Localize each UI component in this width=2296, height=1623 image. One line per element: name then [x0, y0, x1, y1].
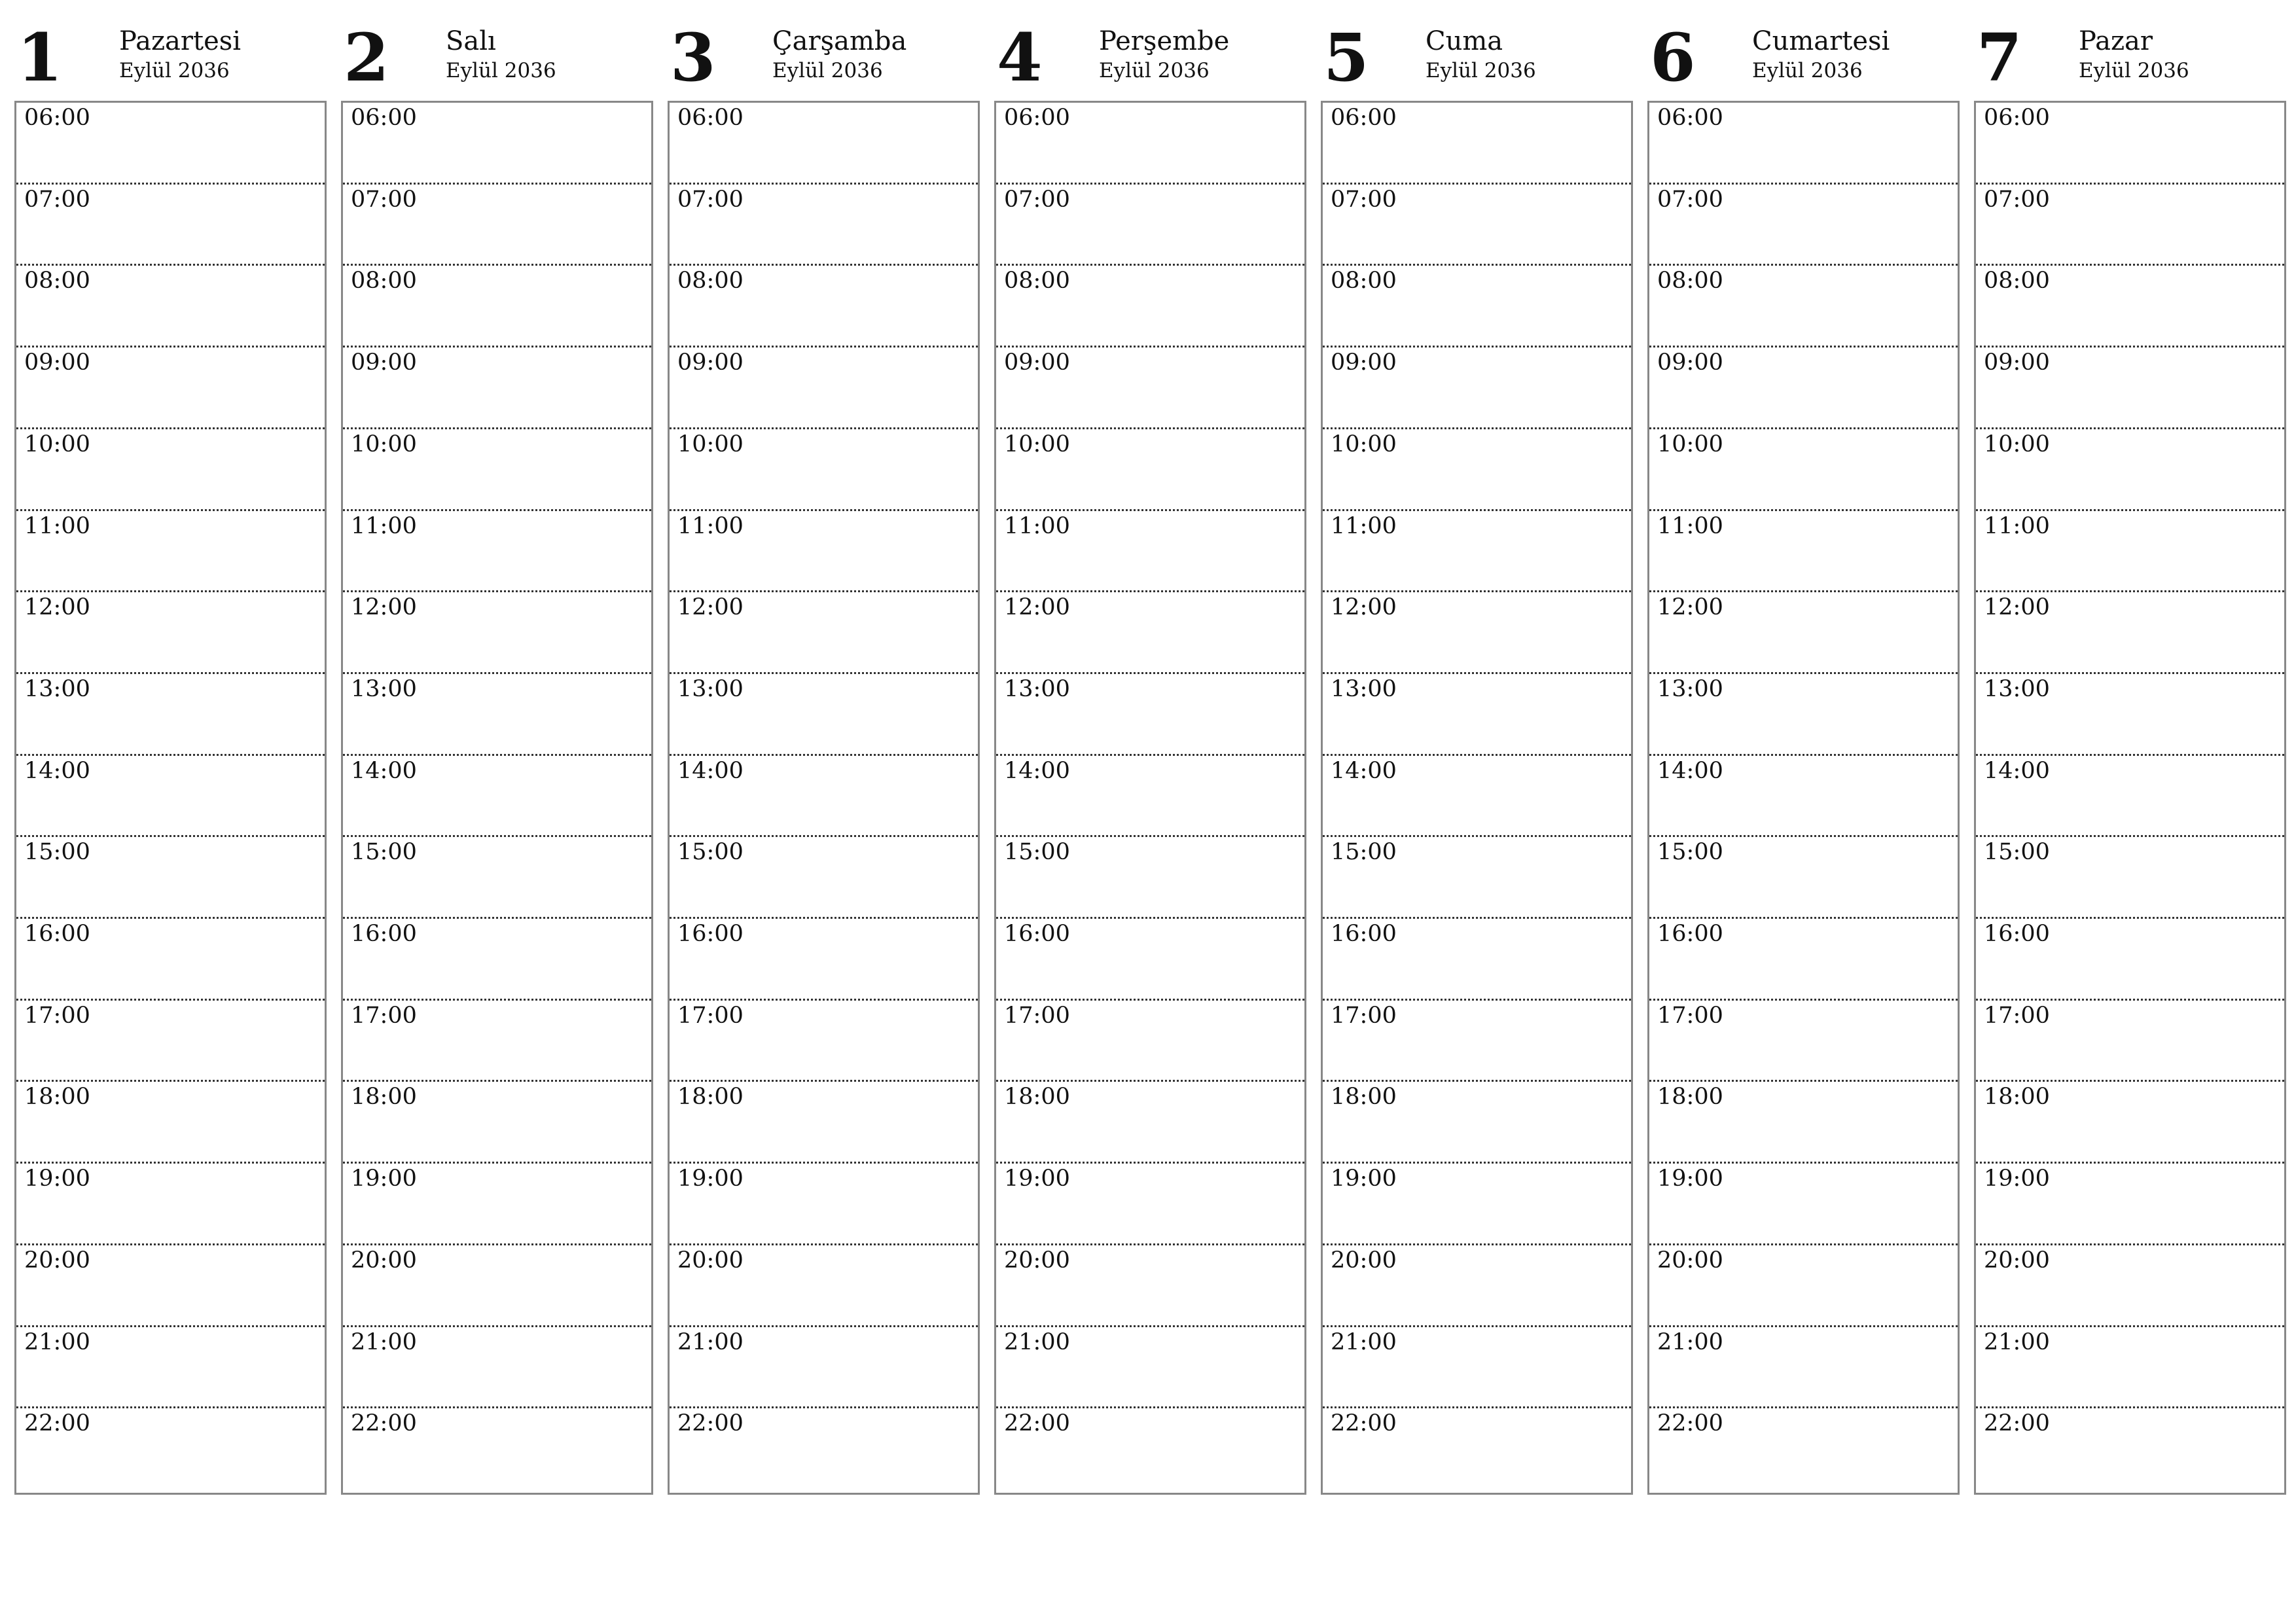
hour-slot: 07:00: [16, 185, 325, 266]
day-name: Çarşamba: [772, 26, 907, 56]
hour-slot: 19:00: [1323, 1164, 1631, 1245]
hour-slot: 11:00: [1323, 511, 1631, 593]
hour-slot: 10:00: [343, 429, 651, 511]
hour-slot: 09:00: [1649, 348, 1958, 429]
day-titles: [446, 0, 556, 84]
hour-slot: 14:00: [1649, 756, 1958, 838]
hour-slot: 16:00: [16, 919, 325, 1001]
day-titles: [119, 0, 241, 84]
day-column: [341, 0, 653, 1495]
hour-slot: 06:00: [1976, 103, 2284, 185]
hour-slot: 10:00: [1649, 429, 1958, 511]
hour-slot: 21:00: [16, 1327, 325, 1409]
hour-slot: 12:00: [16, 592, 325, 674]
hour-slot: 19:00: [1976, 1164, 2284, 1245]
hour-slot: 19:00: [16, 1164, 325, 1245]
hour-slot: 19:00: [996, 1164, 1304, 1245]
hour-slot: 07:00: [1323, 185, 1631, 266]
day-schedule-box: [1321, 101, 1633, 1495]
day-name: Pazar: [2079, 26, 2153, 56]
hour-slot: 13:00: [1976, 674, 2284, 756]
day-header: [1647, 0, 1960, 101]
day-titles: [772, 0, 906, 84]
day-number: 1: [17, 19, 63, 96]
hour-slot: 07:00: [1976, 185, 2284, 266]
hour-slot: 20:00: [996, 1245, 1304, 1327]
hour-slot: 15:00: [16, 837, 325, 919]
hour-slot: 20:00: [343, 1245, 651, 1327]
hour-slot: 15:00: [343, 837, 651, 919]
hour-slot: 06:00: [670, 103, 978, 185]
hour-slot: 10:00: [1976, 429, 2284, 511]
hour-slot: 10:00: [16, 429, 325, 511]
day-column: [14, 0, 327, 1495]
hour-slot: 12:00: [1649, 592, 1958, 674]
day-column: [1321, 0, 1633, 1495]
hour-slot: 17:00: [343, 1001, 651, 1082]
hour-slot: 22:00: [24, 1410, 90, 1437]
day-header: [668, 0, 980, 101]
hour-slot: 21:00: [1323, 1327, 1631, 1409]
hour-slot: 14:00: [1976, 756, 2284, 838]
day-header: [14, 0, 327, 101]
hour-slot: 13:00: [16, 674, 325, 756]
hour-slot: 17:00: [16, 1001, 325, 1082]
day-titles: [2079, 0, 2189, 84]
day-column: [668, 0, 980, 1495]
hour-slot: 12:00: [1323, 592, 1631, 674]
hour-slot: 12:00: [670, 592, 978, 674]
hour-slot: 17:00: [1649, 1001, 1958, 1082]
hour-slot: 10:00: [1323, 429, 1631, 511]
hour-slot: 11:00: [16, 511, 325, 593]
hour-slot: 21:00: [1649, 1327, 1958, 1409]
hour-slot: 22:00: [1004, 1410, 1070, 1437]
hour-slot: 13:00: [343, 674, 651, 756]
hour-slot: 08:00: [1649, 266, 1958, 348]
day-schedule-box: [668, 101, 980, 1495]
day-titles: [1752, 0, 1890, 84]
hour-slot: 17:00: [996, 1001, 1304, 1082]
hour-slot: 06:00: [996, 103, 1304, 185]
hour-slot: 08:00: [670, 266, 978, 348]
day-number: 6: [1650, 19, 1696, 96]
hour-slot: 13:00: [1323, 674, 1631, 756]
hour-slot: 09:00: [670, 348, 978, 429]
hour-slot: 06:00: [1649, 103, 1958, 185]
hour-slot: 13:00: [670, 674, 978, 756]
hour-slot: 10:00: [996, 429, 1304, 511]
hour-slot: 11:00: [343, 511, 651, 593]
hour-slot: 08:00: [1323, 266, 1631, 348]
day-schedule-box: [994, 101, 1306, 1495]
hour-slot: 20:00: [1649, 1245, 1958, 1327]
hour-slot: 14:00: [1323, 756, 1631, 838]
day-schedule-box: [14, 101, 327, 1495]
hour-slot: 18:00: [16, 1082, 325, 1164]
day-column: [1647, 0, 1960, 1495]
hour-slot: 17:00: [670, 1001, 978, 1082]
hour-slot: 19:00: [1649, 1164, 1958, 1245]
day-column: [994, 0, 1306, 1495]
hour-slot: 16:00: [670, 919, 978, 1001]
hour-slot: 22:00: [351, 1410, 417, 1437]
hour-slot: 22:00: [1331, 1410, 1397, 1437]
hour-slot: 16:00: [1649, 919, 1958, 1001]
hour-slot: 15:00: [996, 837, 1304, 919]
hour-slot: 20:00: [16, 1245, 325, 1327]
weekly-planner: [14, 0, 2286, 1495]
day-titles: [1099, 0, 1229, 84]
hour-slot: 15:00: [1976, 837, 2284, 919]
day-header: [994, 0, 1306, 101]
hour-slot: 20:00: [1323, 1245, 1631, 1327]
day-month-label: Eylül 2036: [446, 59, 556, 82]
hour-slot: 18:00: [996, 1082, 1304, 1164]
hour-slot: 17:00: [1976, 1001, 2284, 1082]
hour-slot: 19:00: [670, 1164, 978, 1245]
hour-slot: 14:00: [670, 756, 978, 838]
hour-slot: 07:00: [996, 185, 1304, 266]
day-schedule-box: [1647, 101, 1960, 1495]
hour-slot: 09:00: [16, 348, 325, 429]
hour-slot: 21:00: [1976, 1327, 2284, 1409]
hour-slot: 14:00: [16, 756, 325, 838]
day-number: 4: [997, 19, 1043, 96]
hour-slot: 11:00: [996, 511, 1304, 593]
hour-slot: 15:00: [1323, 837, 1631, 919]
hour-slot: 07:00: [670, 185, 978, 266]
day-month-label: Eylül 2036: [1099, 59, 1210, 82]
day-name: Pazartesi: [119, 26, 242, 56]
day-month-label: Eylül 2036: [119, 59, 230, 82]
hour-slot: 07:00: [1649, 185, 1958, 266]
day-header: [341, 0, 653, 101]
day-number: 5: [1323, 19, 1369, 96]
hour-slot: 06:00: [16, 103, 325, 185]
hour-slot: 17:00: [1323, 1001, 1631, 1082]
day-month-label: Eylül 2036: [1752, 59, 1863, 82]
hour-slot: 12:00: [1976, 592, 2284, 674]
day-month-label: Eylül 2036: [1426, 59, 1536, 82]
hour-slot: 22:00: [677, 1410, 744, 1437]
hour-slot: 16:00: [996, 919, 1304, 1001]
day-month-label: Eylül 2036: [772, 59, 883, 82]
hour-slot: 16:00: [343, 919, 651, 1001]
hour-slot: 08:00: [16, 266, 325, 348]
hour-slot: 15:00: [1649, 837, 1958, 919]
hour-slot: 14:00: [996, 756, 1304, 838]
hour-slot: 09:00: [1976, 348, 2284, 429]
day-header: [1974, 0, 2286, 101]
day-schedule-box: [1974, 101, 2286, 1495]
hour-slot: 18:00: [1976, 1082, 2284, 1164]
day-schedule-box: [341, 101, 653, 1495]
day-number: 3: [670, 19, 716, 96]
day-header: [1321, 0, 1633, 101]
hour-slot: 08:00: [996, 266, 1304, 348]
hour-slot: 22:00: [1657, 1410, 1723, 1437]
hour-slot: 18:00: [343, 1082, 651, 1164]
hour-slot: 11:00: [1976, 511, 2284, 593]
hour-slot: 18:00: [1649, 1082, 1958, 1164]
hour-slot: 16:00: [1976, 919, 2284, 1001]
hour-slot: 09:00: [343, 348, 651, 429]
day-name: Salı: [446, 26, 496, 56]
hour-slot: 08:00: [343, 266, 651, 348]
hour-slot: 09:00: [996, 348, 1304, 429]
hour-slot: 06:00: [343, 103, 651, 185]
hour-slot: 08:00: [1976, 266, 2284, 348]
hour-slot: 20:00: [670, 1245, 978, 1327]
hour-slot: 22:00: [1984, 1410, 2050, 1437]
day-titles: [1426, 0, 1536, 84]
day-number: 2: [344, 19, 389, 96]
hour-slot: 18:00: [1323, 1082, 1631, 1164]
day-month-label: Eylül 2036: [2079, 59, 2189, 82]
hour-slot: 13:00: [1649, 674, 1958, 756]
day-name: Perşembe: [1099, 26, 1230, 56]
hour-slot: 16:00: [1323, 919, 1631, 1001]
hour-slot: 07:00: [343, 185, 651, 266]
day-column: [1974, 0, 2286, 1495]
hour-slot: 19:00: [343, 1164, 651, 1245]
hour-slot: 21:00: [343, 1327, 651, 1409]
hour-slot: 12:00: [343, 592, 651, 674]
hour-slot: 11:00: [1649, 511, 1958, 593]
hour-slot: 13:00: [996, 674, 1304, 756]
hour-slot: 11:00: [670, 511, 978, 593]
hour-slot: 09:00: [1323, 348, 1631, 429]
day-number: 7: [1977, 19, 2022, 96]
hour-slot: 21:00: [670, 1327, 978, 1409]
hour-slot: 10:00: [670, 429, 978, 511]
hour-slot: 12:00: [996, 592, 1304, 674]
hour-slot: 14:00: [343, 756, 651, 838]
day-name: Cumartesi: [1752, 26, 1890, 56]
day-name: Cuma: [1426, 26, 1503, 56]
hour-slot: 20:00: [1976, 1245, 2284, 1327]
hour-slot: 18:00: [670, 1082, 978, 1164]
hour-slot: 06:00: [1323, 103, 1631, 185]
hour-slot: 21:00: [996, 1327, 1304, 1409]
hour-slot: 15:00: [670, 837, 978, 919]
